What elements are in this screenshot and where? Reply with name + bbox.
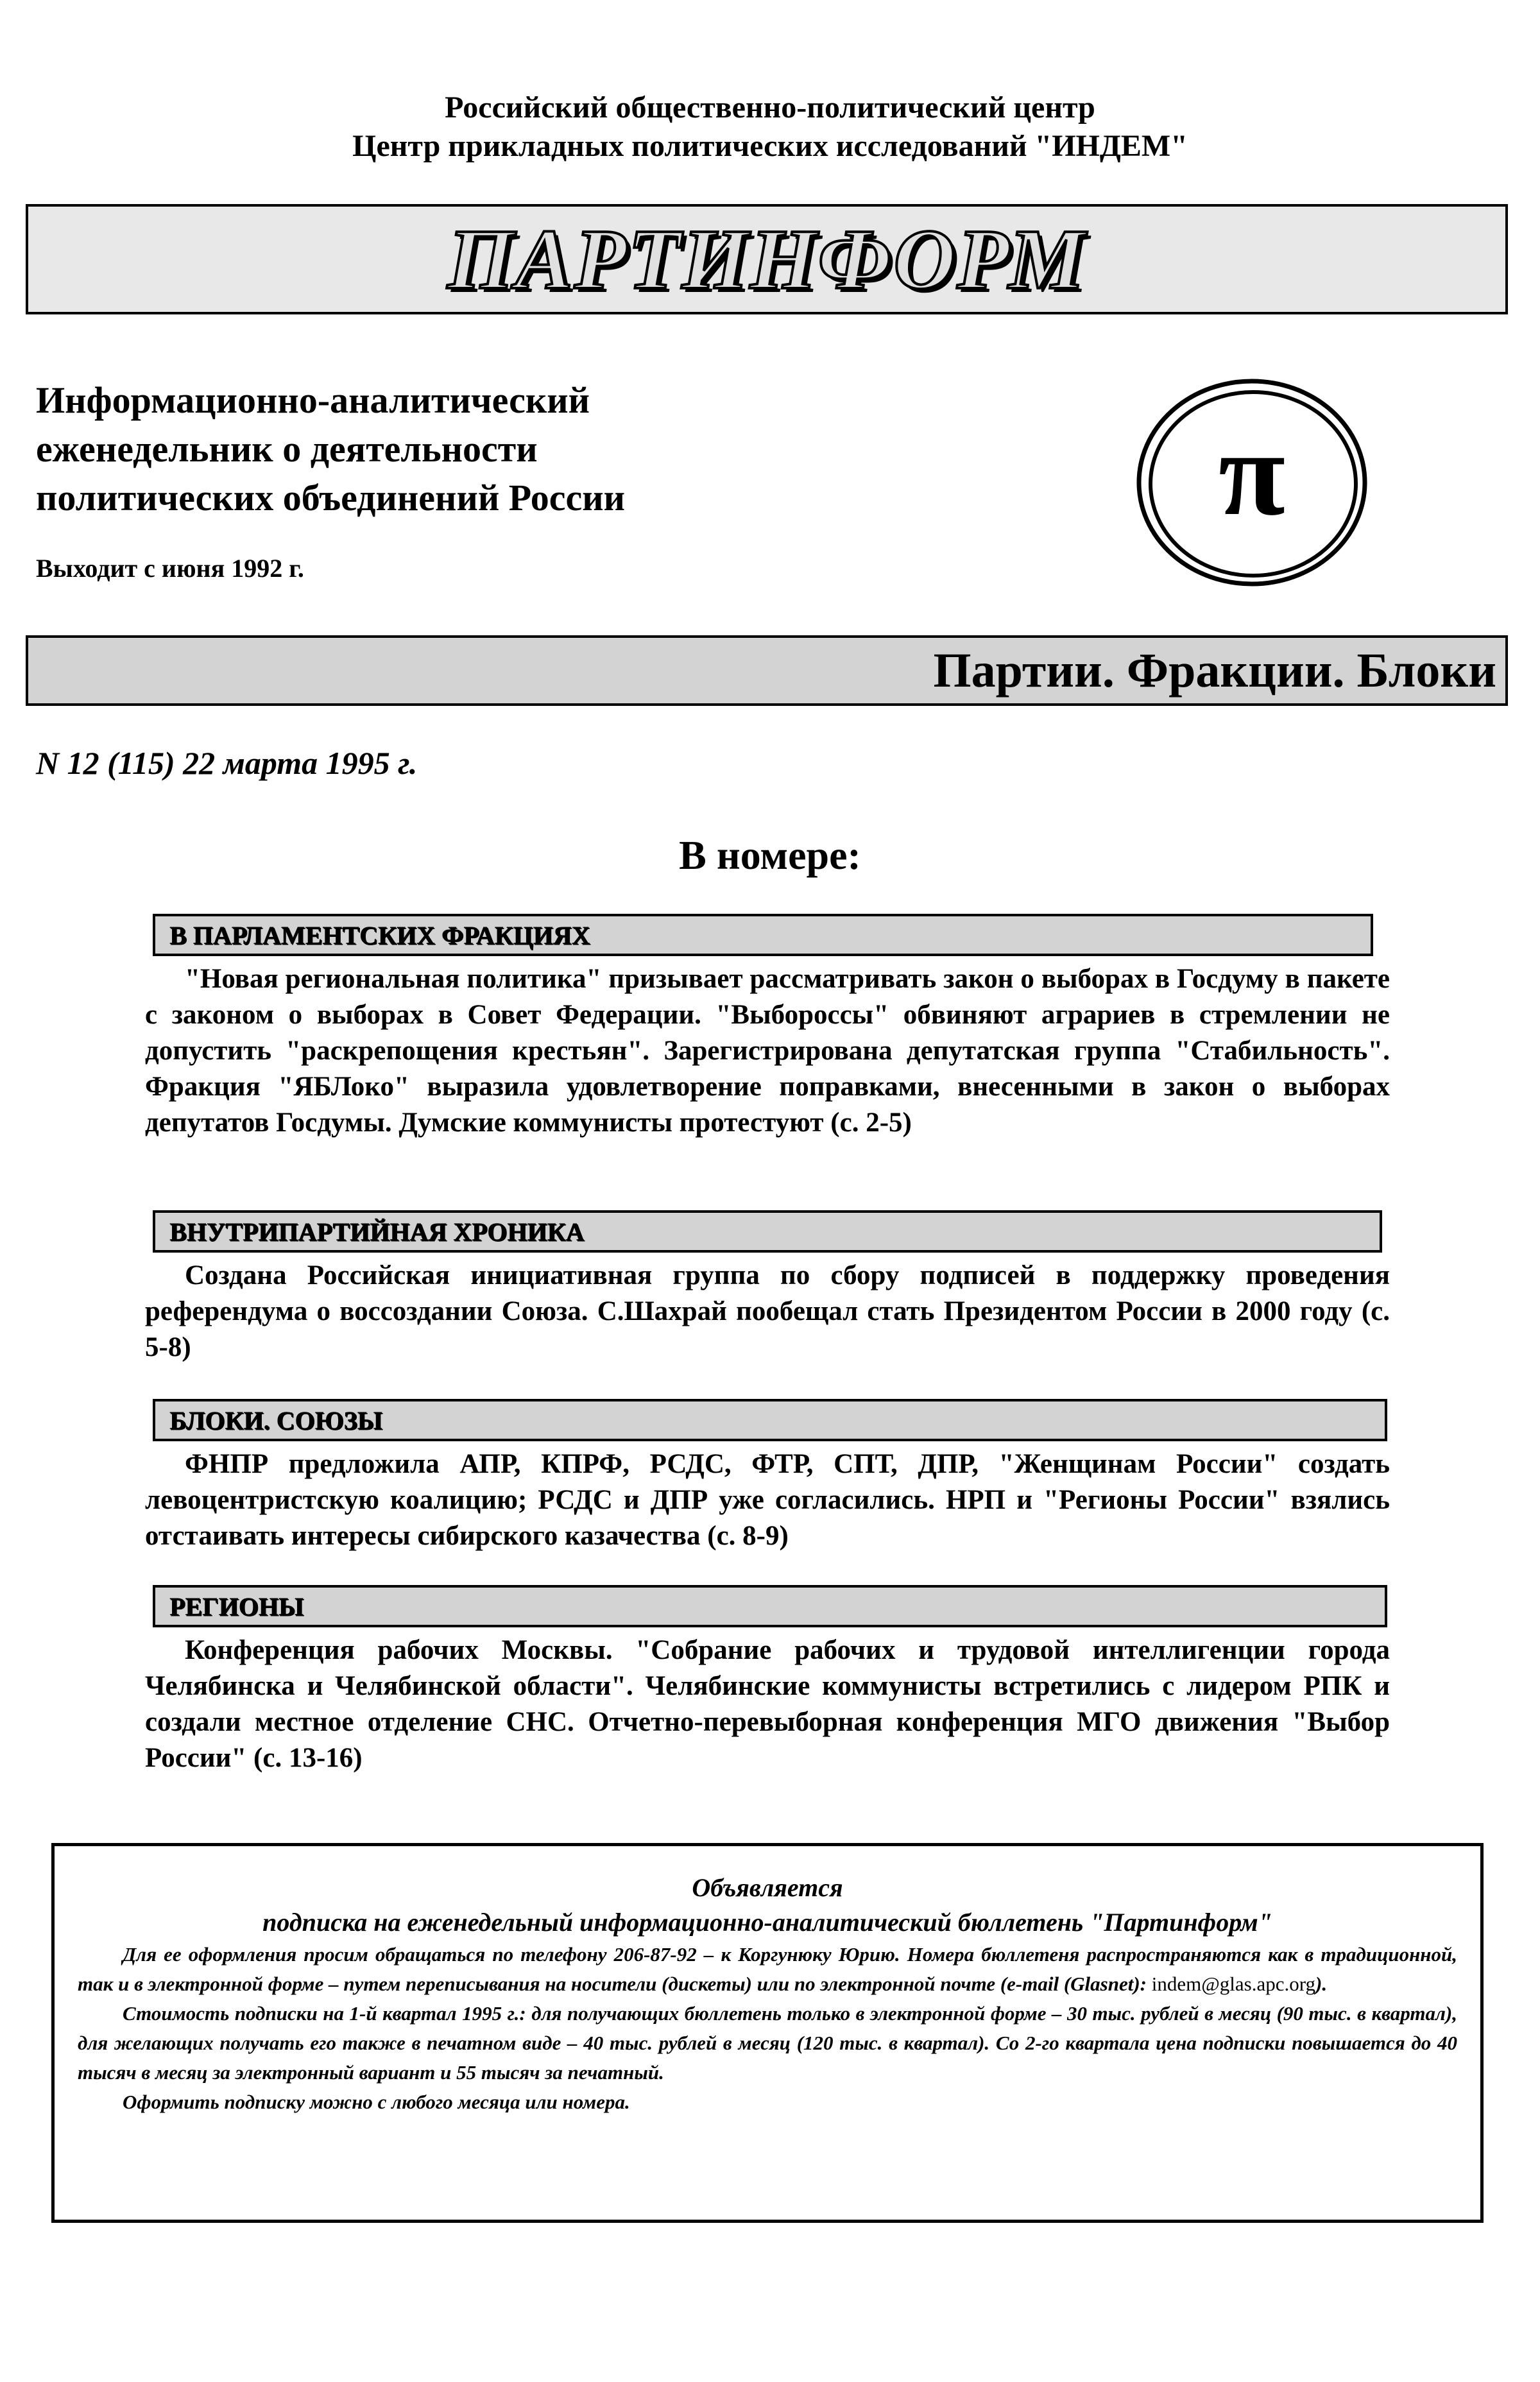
subtitle-line1: Информационно-аналитический — [36, 379, 590, 421]
pi-logo-icon — [1133, 376, 1371, 589]
section-title: БЛОКИ. СОЮЗЫ — [169, 1405, 382, 1435]
section-summary-party-chronicle — [145, 1258, 1390, 1366]
subscription-notice — [51, 1843, 1484, 2223]
section-summary-regions — [145, 1632, 1390, 1776]
section-header-regions — [153, 1585, 1387, 1627]
publication-subtitle — [36, 376, 870, 522]
section-header-parliament — [153, 914, 1373, 956]
subtitle-line3: политических объединений России — [36, 477, 626, 518]
section-summary-blocs — [145, 1446, 1390, 1554]
notice-subheading: подписка на еженедельный информационно-аналитический бюллетень "Партинформ" — [262, 1908, 1272, 1937]
org-name-line2: Центр прикладных политических исследований "ИНДЕМ" — [352, 129, 1188, 163]
contents-heading: В номере: — [679, 832, 861, 878]
org-name-line1: Российский общественно-политический центр — [445, 90, 1095, 124]
section-text: Конференция рабочих Москвы. "Собрание рабочих и трудовой интеллигенции города Челябинска и Челябинской области". Челябинские коммунисты встретились с лидером РПК и создали местное отделение СНС. Отчетно-перевыборная конференция МГО движения "Выбор России" (с. 13-16) — [145, 1635, 1390, 1773]
notice-heading: Объявляется — [692, 1873, 843, 1902]
notice-paragraph-any-month: Оформить подписку можно с любого месяца или номера. — [123, 2091, 630, 2113]
notice-email-link[interactable]: indem@glas.apc.org — [1151, 1973, 1315, 1995]
section-text: "Новая региональная политика" призывает рассматривать закон о выборах в Госдуму в пакете с законом о выборах в Совет Федерации. "Выбороссы" обвиняют аграриев в стремлении не допустить "раскрепощения крестьян". Зарегистрирована депутатская группа "Стабильность". Фракция "ЯБЛоко" выразила удовлетворение поправками, внесенными в закон о выборах депутатов Госдумы. Думские коммунисты протестуют (с. 2-5) — [145, 964, 1390, 1138]
notice-contact-end: ). — [1315, 1973, 1328, 1995]
section-title: В ПАРЛАМЕНТСКИХ ФРАКЦИЯХ — [169, 920, 590, 950]
notice-body — [78, 1940, 1457, 2117]
pi-symbol: π — [1218, 406, 1286, 541]
section-title: ВНУТРИПАРТИЙНАЯ ХРОНИКА — [169, 1217, 585, 1246]
section-header-blocs — [153, 1399, 1387, 1441]
section-header-party-chronicle — [153, 1210, 1382, 1253]
section-text: Создана Российская инициативная группа по сбору подписей в поддержку проведения референдума о воссоздании Союза. С.Шахрай пообещал стать Президентом России в 2000 году (с. 5-8) — [145, 1260, 1390, 1362]
section-title: РЕГИОНЫ — [169, 1591, 304, 1621]
rubric-title: Партии. Фракции. Блоки — [933, 643, 1496, 698]
masthead-title: ПАРТИНФОРМ — [447, 212, 1086, 307]
publication-since: Выходит с июня 1992 г. — [36, 554, 304, 583]
issue-number: N 12 (115) 22 марта 1995 г. — [36, 745, 418, 781]
section-summary-parliament — [145, 961, 1390, 1141]
notice-contact-text: Для ее оформления просим обращаться по телефону 206-87-92 – к Коргунюку Юрию. Номера бюллетеня распространяются как в традиционной, так и в электронной форме – путем переписывания на носители (дискеты) или по электронной почте (e-mail (Glasnet): — [78, 1943, 1457, 1995]
rubric-banner — [26, 635, 1508, 706]
section-text: ФНПР предложила АПР, КПРФ, РСДС, ФТР, СПТ, ДПР, "Женщинам России" создать левоцентристскую коалицию; РСДС и ДПР уже согласились. НРП и "Регионы России" взялись отстаивать интересы сибирского казачества (с. 8-9) — [145, 1449, 1390, 1551]
notice-paragraph-contact — [78, 1940, 1457, 1999]
subtitle-line2: еженедельник о деятельности — [36, 428, 538, 470]
masthead-banner — [26, 204, 1508, 314]
notice-paragraph-price: Стоимость подписки на 1-й квартал 1995 г.: для получающих бюллетень только в электронной форме – 30 тыс. рублей в месяц (90 тыс. в квартал), для желающих получать его также в печатном виде – 40 тыс. рублей в месяц (120 тыс. в квартал). Со 2-го квартала цена подписки повышается до 40 тысяч в месяц за электронный вариант и 55 тысяч за печатный. — [78, 2002, 1457, 2084]
